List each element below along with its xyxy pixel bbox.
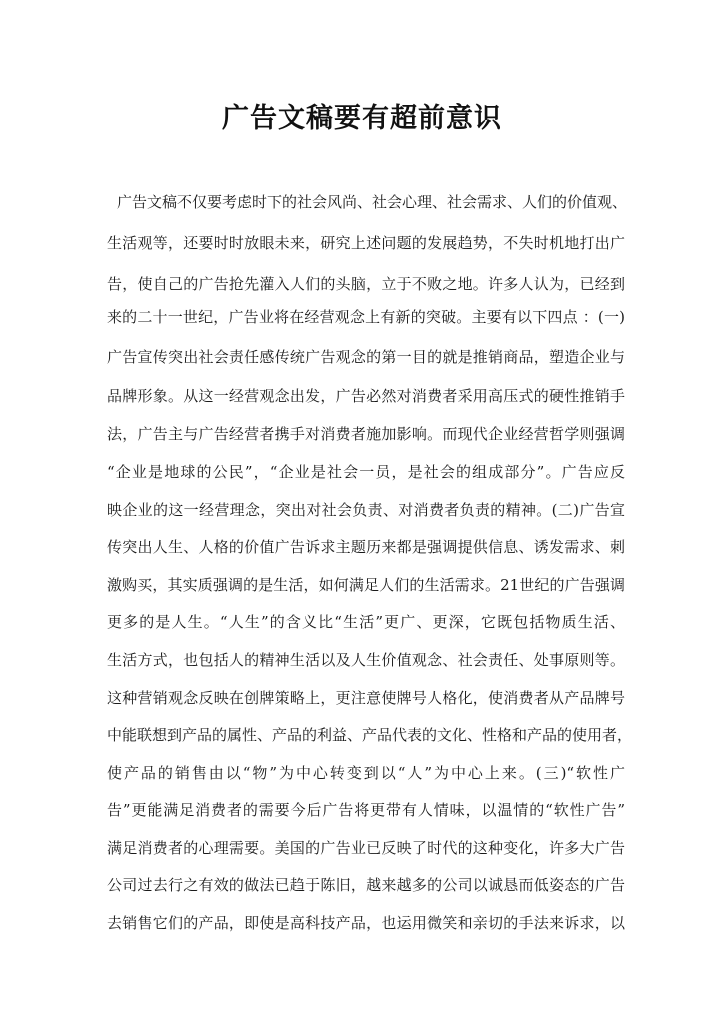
paragraph-line-17: 告”更能满足消费者的需要今后广告将更带有人情味，以温情的“软性广告” [107, 801, 625, 819]
paragraph-line-18: 满足消费者的心理需要。美国的广告业已反映了时代的这种变化，许多大广告 [107, 839, 625, 857]
paragraph-line-6: 品牌形象。从这一经营观念出发，广告必然对消费者采用高压式的硬性推销手 [107, 387, 625, 405]
paragraph-line-3: 告，使自己的广告抢先灌入人们的头脑，立于不败之地。许多人认为，已经到 [107, 275, 625, 293]
paragraph-line-15: 中能联想到产品的属性、产品的利益、产品代表的文化、性格和产品的使用者， [107, 726, 633, 744]
paragraph-line-13: 生活方式，也包括人的精神生活以及人生价值观念、社会责任、处事原则等。 [107, 651, 625, 669]
document-title: 广告文稿要有超前意识 [222, 103, 502, 134]
paragraph-line-2: 生活观等，还要时时放眼未来，研究上述问题的发展趋势，不失时机地打出广 [107, 234, 625, 252]
paragraph-line-19: 公司过去行之有效的做法已趋于陈旧，越来越多的公司以诚恳而低姿态的广告 [107, 876, 625, 894]
paragraph-line-4: 来的二十一世纪，广告业将在经营观念上有新的突破。主要有以下四点 ：(一) [107, 308, 625, 326]
paragraph-line-16: 使产品的销售由以“物”为中心转变到以“人”为中心上来。(三)“软性广 [107, 764, 625, 782]
paragraph-line-9: 映企业的这一经营理念，突出对社会负责、对消费者负责的精神。(二)广告宣 [107, 501, 625, 519]
paragraph-line-7: 法，广告主与广告经营者携手对消费者施加影响。而现代企业经营哲学则强调 [107, 425, 625, 443]
paragraph-line-10: 传突出人生、人格的价值广告诉求主题历来都是强调提供信息、诱发需求、刺 [107, 538, 625, 556]
paragraph-line-8: “企业是地球的公民”，“企业是社会一员，是社会的组成部分”。广告应反 [107, 463, 625, 481]
paragraph-line-14: 这种营销观念反映在创牌策略上，更注意使牌号人格化，使消费者从产品牌号 [107, 689, 625, 707]
paragraph-line-20: 去销售它们的产品，即使是高科技产品，也运用微笑和亲切的手法来诉求，以 [107, 914, 625, 932]
paragraph-line-1: 广告文稿不仅要考虑时下的社会风尚、社会心理、社会需求、人们的价值观、 [117, 193, 628, 211]
paragraph-line-5: 广告宣传突出社会责任感传统广告观念的第一目的就是推销商品，塑造企业与 [107, 348, 625, 366]
paragraph-line-11: 激购买，其实质强调的是生活，如何满足人们的生活需求。21世纪的广告强调 [107, 576, 625, 594]
paragraph-line-12: 更多的是人生。“人生”的含义比“生活”更广、更深，它既包括物质生活、 [107, 613, 625, 631]
